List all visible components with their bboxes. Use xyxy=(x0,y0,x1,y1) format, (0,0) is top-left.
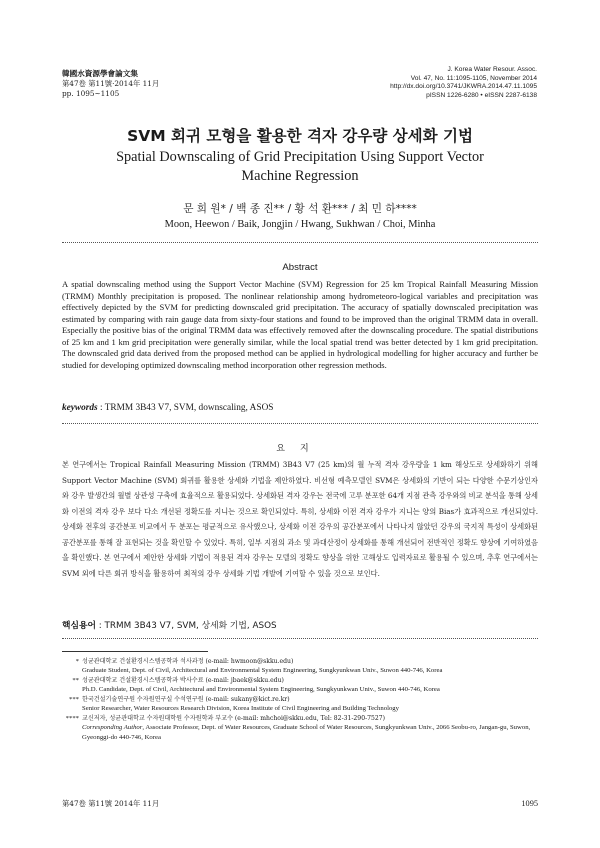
divider-dotted xyxy=(62,638,538,639)
footnote-korean: 교신저자, 성균관대학교 수자원대학원 수자원학과 부교수 (e-mail: mhchoi@skku.edu, Tel: 82-31-290-7527) xyxy=(82,714,386,722)
page-range: pp. 1095~1105 xyxy=(62,89,120,98)
footnote-korean: 한국건설기술연구원 수자원연구실 수석연구원 (e-mail: sukany@kict.re.kr) xyxy=(82,695,290,703)
footnote-korean: 성균관대학교 건설환경시스템공학과 박사수료 (e-mail: jbaek@skku.edu) xyxy=(82,676,284,684)
title-english xyxy=(110,148,490,185)
keywords-english xyxy=(62,403,273,413)
title-english-line-2: Machine Regression xyxy=(241,167,359,184)
footnote-author-3 xyxy=(62,695,542,714)
journal-header-right xyxy=(390,66,537,100)
footnote-korean: 성균관대학교 건설환경시스템공학과 석사과정 (e-mail: hwmoon@skku.edu) xyxy=(82,658,294,665)
issn: pISSN 1226-6280 • eISSN 2287-6138 xyxy=(426,91,537,99)
keywords-label: keywords xyxy=(62,403,98,413)
summary-body-korean: 본 연구에서는 Tropical Rainfall Measuring Mission (TRMM) 3B43 V7 (25 km)의 월 누적 격자 강우량을 1 km 해상도로 상세화하기 위해 Support Vector Machine (SVM) 회귀를 활용한 상세화 기법을 제안하였다. 비선형 예측모델인 SVM은 상세화의 기반이 되는 다양한 수문기상인자와 강우 발생간의 월별 상관성 구축에 효율적으로 활용되었다. 상세화된 격자 강우는 전국에 고루 분포한 64개 지점 관측 강우와의 비교 분석을 통해 상세화 이전의 격자 강우 보다 다소 개선된 정확도를 지니는 것으로 확인되었다. 특히, 상세화 이전 격자 강우가 지니는 양의 Bias가 효과적으로 개선되었다. 상세화 전후의 공간분포 비교에서 두 분포는 평균적으로 유사했으나, 상세화 이전 강우의 공간분포에서 나타나지 않았던 강우의 국지적 특성이 상세화된 공간분포를 통해 잘 표현되는 것을 확인할 수 있었다. 특히, 일부 지점의 과소 및 과대산정이 상세화를 통해 개선되어 전반적인 정확도 향상에 기여하였음을 확인했다. 본 연구에서 제안한 상세화 기법이 적용된 격자 강우는 모델의 정확도 향상을 위한 고해상도 입력자료로 활용될 수 있으며, 추후 연구에서는 SVM 외에 다른 회귀 방식을 활용하여 최적의 강우 상세화 기법 개발에 기여할 수 있을 것으로 보인다. xyxy=(62,460,539,578)
authors-korean: 문 희 원* / 백 종 진** / 황 석 환*** / 최 민 하**** xyxy=(183,203,417,215)
volume-korean: 第47卷 第11號·2014年 11月 xyxy=(62,79,160,88)
volume-english: Vol. 47, No. 11:1095-1105, November 2014 xyxy=(410,74,537,82)
footnote-english: , Associate Professor, Dept. of Water Resources, Graduate School of Water Resources, Sungkyunkwan Univ., 2066 Seobu-ro, Jangan-gu, Suwon, Gyeonggi-do 440-746, Korea xyxy=(82,724,531,741)
footnote-author-1 xyxy=(62,657,542,676)
footnotes xyxy=(62,657,542,742)
footnote-mark: **** xyxy=(65,714,79,722)
footnote-english: Ph.D. Candidate, Dept. of Civil, Architectural and Environmental System Engineering, Sungkyunkwan Univ., Suwon 440-746, Korea xyxy=(82,686,440,694)
keywords-korean-label: 핵심용어 xyxy=(62,621,96,631)
footnote-author-4 xyxy=(62,714,542,742)
footer-issue: 第47卷 第11號 2014年 11月 xyxy=(62,799,160,808)
footnote-corresponding-label: Corresponding Author xyxy=(82,724,143,732)
keywords-korean xyxy=(62,618,277,631)
footnote-rule xyxy=(62,651,208,652)
divider-dotted xyxy=(62,423,538,424)
footnote-mark: *** xyxy=(68,695,79,703)
footnote-english: Senior Researcher, Water Resources Research Division, Korea Institute of Civil Engineering and Building Technology xyxy=(82,705,399,713)
summary-heading-korean: 요지 xyxy=(276,444,324,454)
footnote-english: Graduate Student, Dept. of Civil, Architectural and Environmental System Engineering, Sungkyunkwan Univ., Suwon 440-746, Korea xyxy=(82,667,443,675)
title-english-line-1: Spatial Downscaling of Grid Precipitation Using Support Vector xyxy=(116,149,484,165)
doi-link[interactable]: http://dx.doi.org/10.3741/JKWRA.2014.47.11.1095 xyxy=(390,83,537,91)
journal-name-korean: 韓國水資源學會論文集 xyxy=(62,69,138,78)
title-korean: SVM 회귀 모형을 활용한 격자 강우량 상세화 기법 xyxy=(127,127,473,145)
footnote-author-2 xyxy=(62,676,542,695)
keywords-korean-list: : TRMM 3B43 V7, SVM, 상세화 기법, ASOS xyxy=(98,621,277,631)
page-number: 1095 xyxy=(521,799,538,808)
abstract-body: A spatial downscaling method using the Support Vector Machine (SVM) Regression for 25 km Tropical Rainfall Measuring Mission (TRMM) Monthly precipitation is proposed. The nonlinear relationship among hydrometeoro-logical variables and precipitation was effectively depicted by the SVM for predicting downscaled grid precipitation. The accuracy of spatially downscaled precipitation was estimated by comparing with rain gauge data from sixty-four stations and found to be improved than the original TRMM data in overall. Especially the positive bias of the original TRMM data was effectively removed after the downscaling procedure. The spatial distributions of 25 km and 1 km grid precipitation were generally similar, while the local spatial trend was better detected by 1 km grid precipitation. The downscaled grid data derived from the proposed method can be applied in hydrological modelling for higher accuracy and further be studied for developing optimized downscaling method incorporation other regression methods. xyxy=(62,279,538,370)
abstract-heading: Abstract xyxy=(282,262,318,273)
footnote-mark: ** xyxy=(72,676,79,684)
journal-header-left xyxy=(62,69,159,99)
authors-english: Moon, Heewon / Baik, Jongjin / Hwang, Sukhwan / Choi, Minha xyxy=(164,219,436,230)
divider-dotted xyxy=(62,242,538,243)
journal-name-english: J. Korea Water Resour. Assoc. xyxy=(447,66,537,73)
footnote-mark: * xyxy=(75,658,79,665)
keywords-list: : TRMM 3B43 V7, SVM, downscaling, ASOS xyxy=(99,403,274,413)
